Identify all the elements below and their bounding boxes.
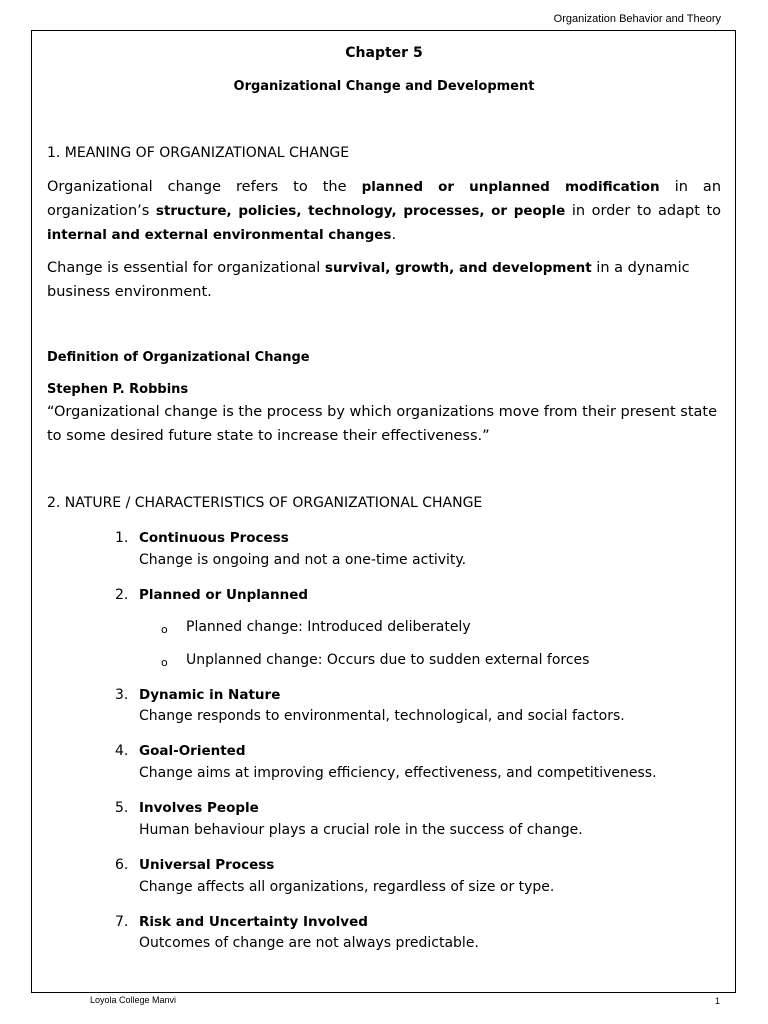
bold-run: survival, growth, and development bbox=[324, 260, 592, 276]
text-run: in an organization’s bbox=[47, 179, 722, 219]
text-run: Organizational change refers to the bbox=[47, 179, 362, 195]
item-description: Change is ongoing and not a one-time activity. bbox=[139, 552, 467, 568]
bold-run: planned or unplanned modification bbox=[361, 179, 660, 195]
item-description: Change aims at improving efficiency, effectiveness, and competitiveness. bbox=[139, 765, 657, 781]
item-title: Universal Process bbox=[139, 857, 275, 873]
meaning-paragraph bbox=[47, 175, 721, 247]
item-description: Outcomes of change are not always predictable. bbox=[139, 935, 479, 951]
item-title: Planned or Unplanned bbox=[139, 587, 309, 603]
item-description: Change responds to environmental, technological, and social factors. bbox=[139, 708, 625, 724]
item-number: 1. bbox=[115, 530, 129, 546]
bullet-icon: o bbox=[161, 656, 168, 669]
item-description: Human behaviour plays a crucial role in the success of change. bbox=[139, 822, 583, 838]
chapter-label: Chapter 5 bbox=[345, 45, 423, 61]
text-run: in a dynamic business environment. bbox=[47, 260, 690, 300]
item-number: 7. bbox=[115, 914, 129, 930]
item-title: Risk and Uncertainty Involved bbox=[139, 914, 368, 930]
item-number: 4. bbox=[115, 743, 129, 759]
text-run: . bbox=[391, 227, 397, 243]
definition-author: Stephen P. Robbins bbox=[47, 382, 189, 397]
item-title: Goal-Oriented bbox=[139, 743, 246, 759]
bullet-icon: o bbox=[161, 623, 168, 636]
item-title: Involves People bbox=[139, 800, 259, 816]
footer-college: Loyola College Manvi bbox=[90, 995, 177, 1005]
chapter-title: Organizational Change and Development bbox=[233, 79, 535, 94]
item-description: Change affects all organizations, regardless of size or type. bbox=[139, 879, 555, 895]
sub-item-text: Unplanned change: Occurs due to sudden external forces bbox=[186, 652, 590, 668]
definition-heading: Definition of Organizational Change bbox=[47, 350, 310, 365]
page-number: 1 bbox=[714, 996, 720, 1006]
item-number: 3. bbox=[115, 687, 129, 703]
item-number: 5. bbox=[115, 800, 129, 816]
item-title: Dynamic in Nature bbox=[139, 687, 281, 703]
section-2-heading: 2. NATURE / CHARACTERISTICS OF ORGANIZATIONAL CHANGE bbox=[47, 495, 483, 511]
item-number: 6. bbox=[115, 857, 129, 873]
sub-item-text: Planned change: Introduced deliberately bbox=[186, 619, 471, 635]
text-run: Change is essential for organizational bbox=[47, 260, 325, 276]
importance-paragraph bbox=[47, 256, 721, 304]
text-run: in order to adapt to bbox=[565, 203, 722, 219]
item-title: Continuous Process bbox=[139, 530, 289, 546]
section-1-heading: 1. MEANING OF ORGANIZATIONAL CHANGE bbox=[47, 145, 350, 161]
bold-run: structure, policies, technology, processes, or people bbox=[155, 203, 566, 219]
bold-run: internal and external environmental changes bbox=[47, 227, 392, 243]
item-number: 2. bbox=[115, 587, 129, 603]
definition-quote-line-1: “Organizational change is the process by which organizations move from their present state bbox=[47, 404, 717, 420]
definition-quote-line-2: to some desired future state to increase their effectiveness.” bbox=[47, 428, 490, 444]
running-header: Organization Behavior and Theory bbox=[553, 13, 721, 25]
